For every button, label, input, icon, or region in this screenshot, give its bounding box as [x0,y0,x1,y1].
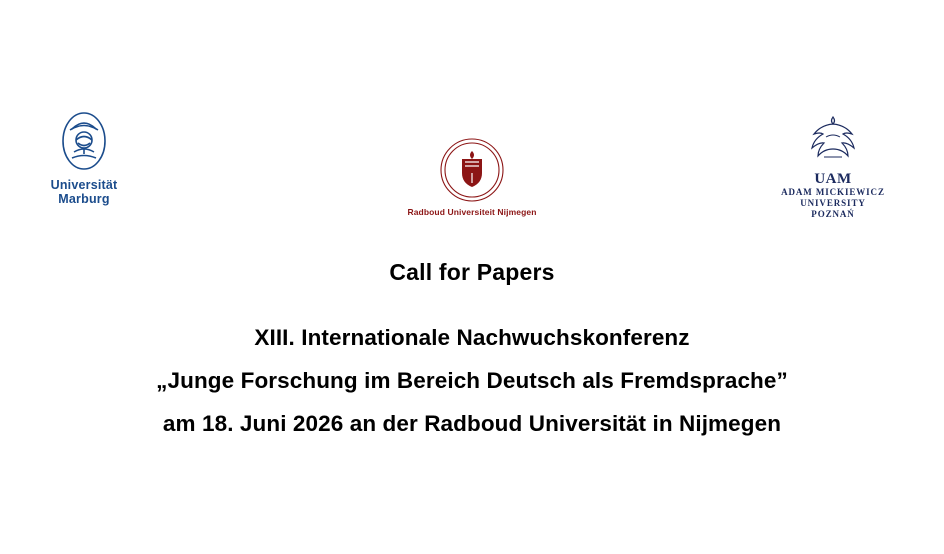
logo-uam-poznan [758,113,908,220]
uam-label-line1: ADAM MICKIEWICZ [781,187,885,197]
logo-row [0,105,944,235]
conference-line-1: XIII. Internationale Nachwuchskonferenz [254,325,690,350]
philipps-university-marburg-seal-icon [56,110,112,172]
logo-radboud-universiteit [362,137,582,217]
conference-details [0,316,944,445]
logo-universitaet-marburg [24,110,144,206]
uam-label-line2: UNIVERSITY [800,198,866,208]
uam-poznan-eagle-crest-icon [796,113,870,169]
uam-label-line3: POZNAŃ [811,209,855,219]
marburg-label-line1: Universität [50,178,118,192]
radboud-caption: Radboud Universiteit Nijmegen [407,207,537,217]
uam-monogram: UAM [814,171,852,187]
conference-line-2: „Junge Forschung im Bereich Deutsch als Fremdsprache” [156,368,788,393]
marburg-label-line2: Marburg [58,192,110,206]
radboud-university-crest-icon [439,137,505,203]
conference-line-3: am 18. Juni 2026 an der Radboud Universität in Nijmegen [162,411,782,436]
page-title: Call for Papers [389,259,555,285]
